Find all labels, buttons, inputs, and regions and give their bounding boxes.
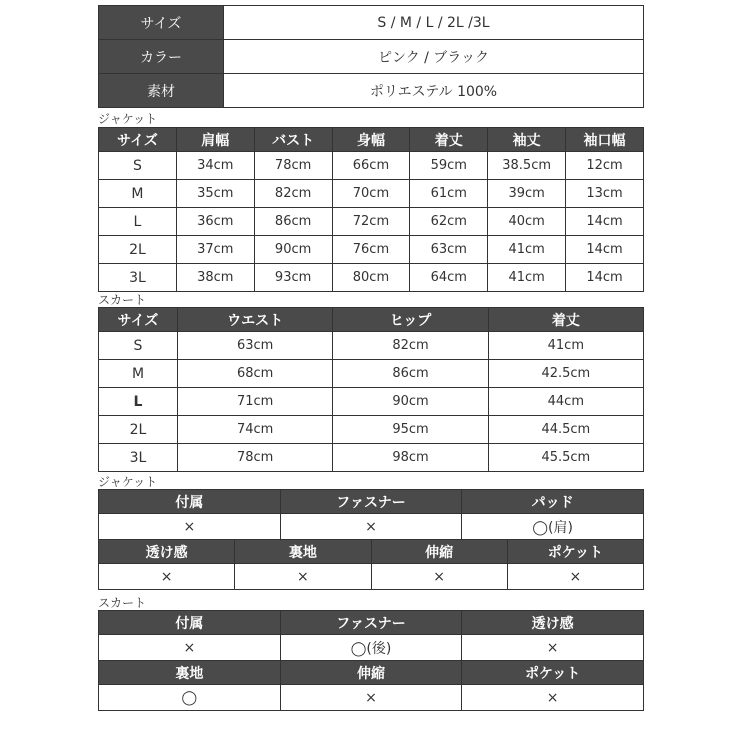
- table-row: [99, 236, 644, 264]
- table-cell: 82cm: [333, 332, 488, 360]
- column-header: 肩幅: [176, 128, 254, 152]
- jacket-size-section-label: ジャケット: [98, 112, 158, 126]
- table-cell: 95cm: [333, 416, 488, 444]
- table-cell: 13cm: [566, 180, 644, 208]
- feature-header: 伸縮: [280, 661, 462, 685]
- feature-value: ◯(後): [280, 635, 462, 661]
- table-cell: 76cm: [332, 236, 410, 264]
- summary-row: [99, 74, 644, 108]
- table-cell: 40cm: [488, 208, 566, 236]
- summary-table: [98, 5, 644, 108]
- feature-value: ×: [99, 635, 281, 661]
- summary-label: サイズ: [99, 6, 224, 40]
- feature-header: 透け感: [99, 540, 235, 564]
- table-cell: 45.5cm: [488, 444, 643, 472]
- jacket-features-table-2: [98, 539, 644, 590]
- feature-header: 付属: [99, 490, 281, 514]
- features-header-row: [99, 540, 644, 564]
- feature-value: ×: [462, 685, 644, 711]
- features-header-row: [99, 661, 644, 685]
- table-cell: 72cm: [332, 208, 410, 236]
- feature-header: 付属: [99, 611, 281, 635]
- column-header: バスト: [254, 128, 332, 152]
- feature-header: ポケット: [462, 661, 644, 685]
- table-row: [99, 332, 644, 360]
- size-cell: 2L: [99, 416, 178, 444]
- feature-header: 裏地: [235, 540, 371, 564]
- column-header: ウエスト: [178, 308, 333, 332]
- table-cell: 41cm: [488, 264, 566, 292]
- column-header: 袖丈: [488, 128, 566, 152]
- feature-value: ×: [280, 685, 462, 711]
- size-cell: L: [99, 388, 178, 416]
- jacket-size-header-row: [99, 128, 644, 152]
- table-cell: 59cm: [410, 152, 488, 180]
- summary-row: [99, 40, 644, 74]
- table-row: [99, 152, 644, 180]
- summary-label: カラー: [99, 40, 224, 74]
- size-cell: S: [99, 332, 178, 360]
- table-cell: 39cm: [488, 180, 566, 208]
- table-cell: 38.5cm: [488, 152, 566, 180]
- table-cell: 86cm: [333, 360, 488, 388]
- table-cell: 74cm: [178, 416, 333, 444]
- table-cell: 78cm: [178, 444, 333, 472]
- feature-value: ◯(肩): [462, 514, 644, 540]
- features-value-row: [99, 635, 644, 661]
- feature-value: ×: [507, 564, 643, 590]
- table-cell: 35cm: [176, 180, 254, 208]
- feature-value: ×: [99, 514, 281, 540]
- column-header: サイズ: [99, 308, 178, 332]
- summary-value: ポリエステル 100%: [224, 74, 644, 108]
- table-cell: 44.5cm: [488, 416, 643, 444]
- table-cell: 90cm: [333, 388, 488, 416]
- column-header: サイズ: [99, 128, 177, 152]
- skirt-size-header-row: [99, 308, 644, 332]
- features-value-row: [99, 514, 644, 540]
- skirt-features-table: [98, 610, 644, 711]
- size-cell: M: [99, 360, 178, 388]
- summary-label: 素材: [99, 74, 224, 108]
- table-cell: 63cm: [178, 332, 333, 360]
- feature-header: 裏地: [99, 661, 281, 685]
- table-cell: 68cm: [178, 360, 333, 388]
- feature-value: ◯: [99, 685, 281, 711]
- table-cell: 42.5cm: [488, 360, 643, 388]
- size-cell: L: [99, 208, 177, 236]
- table-cell: 14cm: [566, 264, 644, 292]
- table-cell: 78cm: [254, 152, 332, 180]
- table-cell: 71cm: [178, 388, 333, 416]
- feature-header: ファスナー: [280, 490, 462, 514]
- table-cell: 62cm: [410, 208, 488, 236]
- table-row: [99, 180, 644, 208]
- table-cell: 70cm: [332, 180, 410, 208]
- table-cell: 34cm: [176, 152, 254, 180]
- table-row: [99, 264, 644, 292]
- table-cell: 98cm: [333, 444, 488, 472]
- feature-value: ×: [99, 564, 235, 590]
- table-cell: 90cm: [254, 236, 332, 264]
- table-cell: 82cm: [254, 180, 332, 208]
- features-header-row: [99, 490, 644, 514]
- feature-header: 透け感: [462, 611, 644, 635]
- table-cell: 14cm: [566, 208, 644, 236]
- summary-value: ピンク / ブラック: [224, 40, 644, 74]
- table-cell: 12cm: [566, 152, 644, 180]
- skirt-size-section-label: スカート: [98, 293, 147, 307]
- size-cell: 2L: [99, 236, 177, 264]
- table-cell: 37cm: [176, 236, 254, 264]
- column-header: 袖口幅: [566, 128, 644, 152]
- table-cell: 44cm: [488, 388, 643, 416]
- table-cell: 41cm: [488, 332, 643, 360]
- table-cell: 36cm: [176, 208, 254, 236]
- table-row: [99, 388, 644, 416]
- column-header: 身幅: [332, 128, 410, 152]
- table-cell: 38cm: [176, 264, 254, 292]
- column-header: 着丈: [488, 308, 643, 332]
- features-value-row: [99, 564, 644, 590]
- table-cell: 41cm: [488, 236, 566, 264]
- feature-header: ファスナー: [280, 611, 462, 635]
- column-header: ヒップ: [333, 308, 488, 332]
- feature-value: ×: [235, 564, 371, 590]
- jacket-features-table-1: [98, 489, 644, 540]
- table-row: [99, 360, 644, 388]
- table-cell: 80cm: [332, 264, 410, 292]
- table-cell: 66cm: [332, 152, 410, 180]
- size-cell: 3L: [99, 444, 178, 472]
- feature-header: ポケット: [507, 540, 643, 564]
- jacket-size-table: [98, 127, 644, 292]
- size-cell: M: [99, 180, 177, 208]
- table-cell: 93cm: [254, 264, 332, 292]
- feature-header: 伸縮: [371, 540, 507, 564]
- feature-value: ×: [371, 564, 507, 590]
- summary-value: S / M / L / 2L /3L: [224, 6, 644, 40]
- column-header: 着丈: [410, 128, 488, 152]
- jacket-features-section-label: ジャケット: [98, 475, 158, 489]
- size-cell: S: [99, 152, 177, 180]
- size-cell: 3L: [99, 264, 177, 292]
- features-value-row: [99, 685, 644, 711]
- table-cell: 61cm: [410, 180, 488, 208]
- table-cell: 64cm: [410, 264, 488, 292]
- table-row: [99, 444, 644, 472]
- table-cell: 86cm: [254, 208, 332, 236]
- table-row: [99, 208, 644, 236]
- feature-value: ×: [280, 514, 462, 540]
- table-cell: 63cm: [410, 236, 488, 264]
- feature-value: ×: [462, 635, 644, 661]
- features-header-row: [99, 611, 644, 635]
- summary-row: [99, 6, 644, 40]
- feature-header: パッド: [462, 490, 644, 514]
- skirt-features-section-label: スカート: [98, 596, 147, 610]
- table-row: [99, 416, 644, 444]
- table-cell: 14cm: [566, 236, 644, 264]
- skirt-size-table: [98, 307, 644, 472]
